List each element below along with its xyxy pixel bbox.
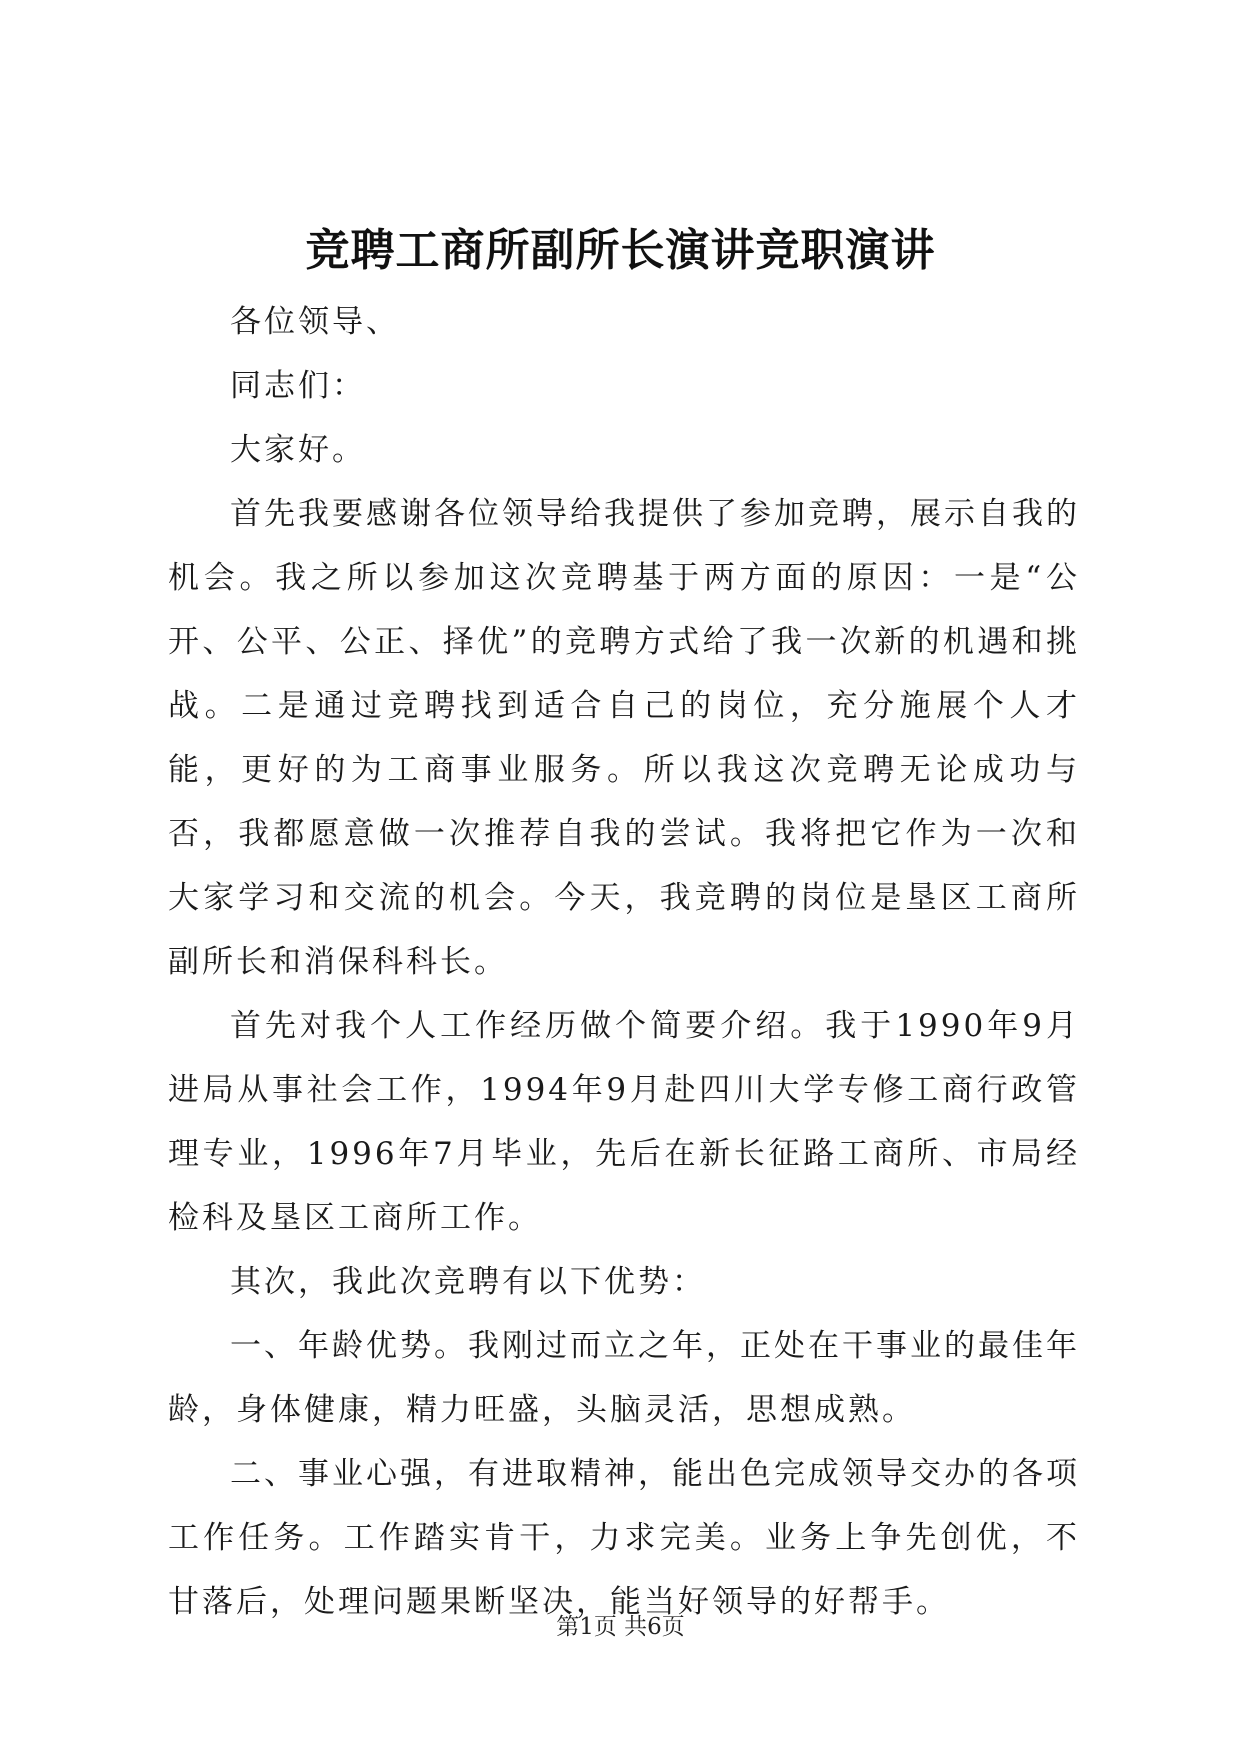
page-number-footer: 第1页 共6页 bbox=[556, 1614, 685, 1640]
paragraph-advantages-heading: 其次，我此次竞聘有以下优势： bbox=[230, 1264, 706, 1300]
document-body bbox=[168, 290, 1080, 1634]
paragraph-intro: 首先我要感谢各位领导给我提供了参加竞聘，展示自我的机会。我之所以参加这次竞聘基于两方面的原因：一是“公开、公平、公正、择优”的竞聘方式给了我一次新的机遇和挑战。二是通过竞聘找到适合自己的岗位，充分施展个人才能，更好的为工商事业服务。所以我这次竞聘无论成功与否，我都愿意做一次推荐自我的尝试。我将把它作为一次和大家学习和交流的机会。今天，我竞聘的岗位是垦区工商所副所长和消保科科长。 bbox=[168, 496, 1080, 980]
salutation-comrades: 同志们： bbox=[230, 368, 366, 404]
salutation-leaders: 各位领导、 bbox=[230, 304, 400, 340]
paragraph-advantage-dedication: 二、事业心强，有进取精神，能出色完成领导交办的各项工作任务。工作踏实肯干，力求完美。业务上争先创优，不甘落后，处理问题果断坚决，能当好领导的好帮手。 bbox=[168, 1456, 1080, 1620]
document-title: 竞聘工商所副所长演讲竞职演讲 bbox=[305, 225, 936, 276]
paragraph-experience: 首先对我个人工作经历做个简要介绍。我于1990年9月进局从事社会工作，1994年9月赴四川大学专修工商行政管理专业，1996年7月毕业，先后在新长征路工商所、市局经检科及垦区工商所工作。 bbox=[168, 1008, 1080, 1236]
greeting: 大家好。 bbox=[230, 432, 366, 468]
paragraph-advantage-age: 一、年龄优势。我刚过而立之年，正处在干事业的最佳年龄，身体健康，精力旺盛，头脑灵活，思想成熟。 bbox=[168, 1328, 1080, 1428]
